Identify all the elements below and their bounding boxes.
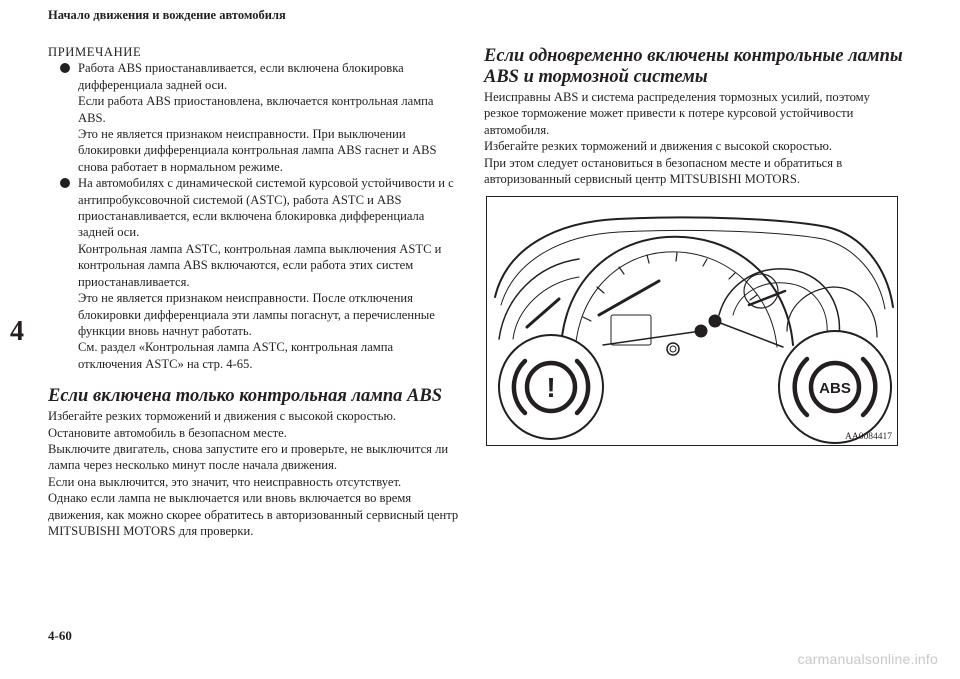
abs-brake-paragraph-1: Неисправны ABS и система распределения тормозных усилий, поэтому резкое торможение может привести к потере курсовой устойчивости автомобиля. — [484, 90, 870, 137]
note-2-paragraph-4: См. раздел «Контрольная лампа ASTC, контрольная лампа отключения ASTC» на стр. 4-65. — [78, 340, 394, 371]
left-column — [48, 44, 460, 539]
chapter-tab: 4 — [10, 316, 24, 347]
bullet-dot-icon — [60, 63, 70, 73]
section-heading-abs-and-brake: Если одновременно включены контрольные лампы ABS и тормозной системы — [484, 46, 903, 87]
figure-code: AA0084417 — [845, 432, 892, 442]
cluster-hood-inner — [501, 230, 885, 309]
note-2-paragraph-2: Контрольная лампа ASTC, контрольная лампа выключения ASTC и контрольная лампа ABS включаются, если работа этих систем приостанавливается. — [78, 241, 442, 289]
note-2-paragraph-3: Это не является признаком неисправности. После отключения блокировки дифференциала эти лампы погаснут, а перечисленные функции вновь начнут работать. — [78, 291, 435, 338]
right-gauge-outline — [719, 269, 839, 337]
brake-warning-icon: ! — [546, 372, 556, 403]
note-1-paragraph-1: Работа ABS приостанавливается, если включена блокировка дифференциала задней оси. — [78, 61, 404, 92]
note-1-paragraph-2: Если работа ABS приостановлена, включается контрольная лампа ABS. — [78, 94, 434, 125]
speedometer-needle — [599, 281, 659, 315]
abs-brake-paragraph-3: При этом следует остановиться в безопасном месте и обратиться в авторизованный сервисный центр MITSUBISHI MOTORS. — [484, 155, 843, 187]
section-heading-abs-only: Если включена только контрольная лампа ABS — [48, 386, 443, 407]
instrument-cluster-figure — [486, 196, 898, 446]
running-header: Начало движения и вождение автомобиля — [48, 8, 286, 22]
note-bullet-1 — [48, 60, 460, 175]
abs-only-paragraph-4: Если она выключится, это значит, что неисправность отсутствует. — [48, 474, 402, 489]
right-column — [484, 46, 904, 187]
note-bullet-2 — [48, 175, 460, 372]
small-gauge — [744, 274, 778, 308]
left-gauge-outline — [499, 259, 579, 339]
note-title: ПРИМЕЧАНИЕ — [48, 45, 142, 59]
trip-knob — [667, 343, 679, 355]
bullet-dot-icon — [60, 178, 70, 188]
abs-brake-paragraph-2: Избегайте резких торможений и движения с высокой скоростью. — [484, 139, 833, 154]
abs-only-paragraph-2: Остановите автомобиль в безопасном месте. — [48, 425, 287, 440]
abs-warning-icon: ABS — [819, 380, 851, 397]
left-gauge-needle — [527, 299, 559, 327]
callout-leader-brake — [603, 331, 701, 345]
abs-only-paragraph-3: Выключите двигатель, снова запустите его и проверьте, не выключится ли лампа через несколько минут после начала движения. — [48, 441, 449, 473]
watermark: carmanualsonline.info — [797, 651, 938, 667]
far-right-gauge — [787, 287, 877, 337]
note-1-paragraph-3: Это не является признаком неисправности. При выключении блокировки дифференциала контрольная лампа ABS гаснет и ABS снова работает в нормальном режиме. — [78, 127, 437, 174]
speedometer-inner — [575, 252, 777, 363]
note-2-paragraph-1: На автомобилях с динамической системой курсовой устойчивости и с антипробуксовочной системой (ASTC), работа ASTC и ABS приостанавливается, если включена блокировка дифференциала задней оси. — [78, 176, 454, 240]
abs-only-paragraph-1: Избегайте резких торможений и движения с высокой скоростью. — [48, 409, 397, 424]
instrument-cluster-illustration — [487, 197, 897, 445]
right-gauge-inner — [733, 283, 827, 335]
abs-only-paragraph-5: Однако если лампа не выключается или вновь включается во время движения, как можно скорее обратитесь в авторизованный сервисный центр MITSUBISHI MOTORS для проверки. — [48, 491, 459, 538]
page-number: 4-60 — [48, 628, 72, 643]
